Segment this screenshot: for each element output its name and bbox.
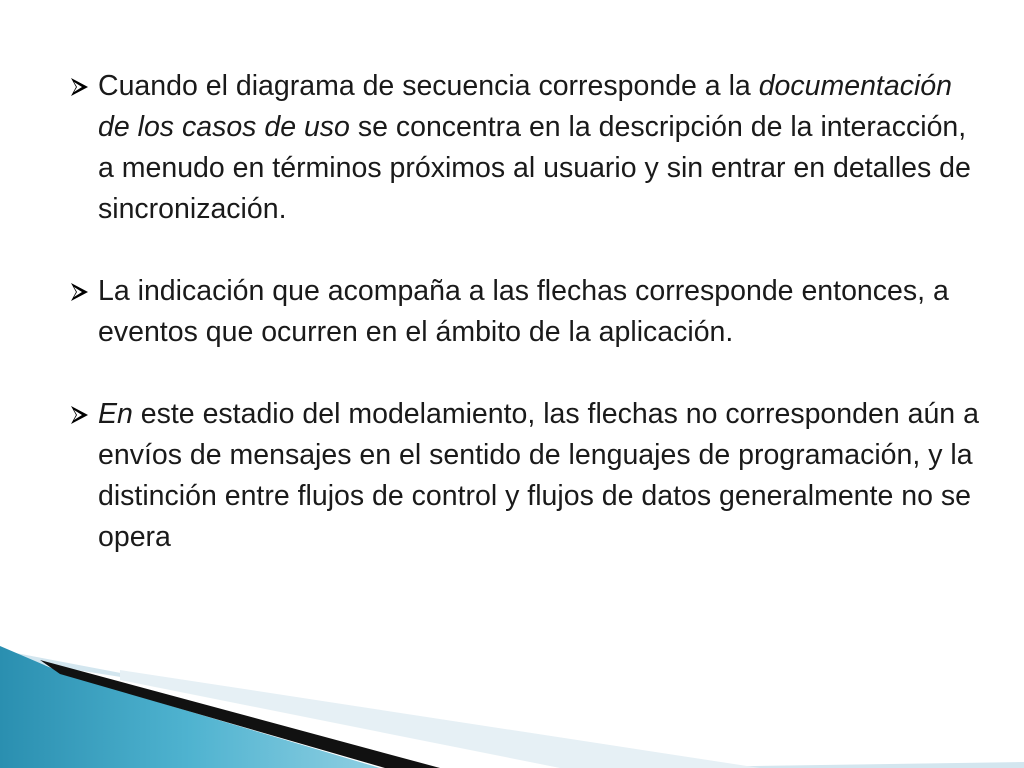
bullet-text-part: se concentra en la descripción de la interacción, a menudo en términos próximos al usuario y sin entrar en detalles de sincronización.	[98, 111, 971, 225]
decorative-swoosh	[0, 640, 1024, 768]
bullet-text-part: este estadio del modelamiento, las flechas no corresponden aún a envíos de mensajes en el sentido de lenguajes de programación, y la distinción entre flujos de control y flujos de datos generalmente no se opera	[98, 398, 979, 553]
bullet-list	[68, 66, 988, 599]
bullet-item-1	[68, 66, 988, 230]
bullet-text-part: Cuando el diagrama de secuencia corresponde a la	[98, 70, 759, 102]
bullet-text	[98, 398, 979, 553]
bullet-italic-lead: En	[98, 398, 133, 430]
bullet-item-2	[68, 271, 988, 353]
arrow-head-icon	[68, 404, 90, 426]
arrow-head-icon	[68, 76, 90, 98]
bullet-italic-phrase: documentación de los casos de uso	[98, 70, 952, 143]
bullet-text	[98, 70, 971, 225]
arrow-head-icon	[68, 281, 90, 303]
bullet-text	[98, 275, 949, 348]
bullet-text-part: La indicación que acompaña a las flechas corresponde entonces, a eventos que ocurren en el ámbito de la aplicación.	[98, 275, 949, 348]
bullet-item-3	[68, 394, 988, 558]
